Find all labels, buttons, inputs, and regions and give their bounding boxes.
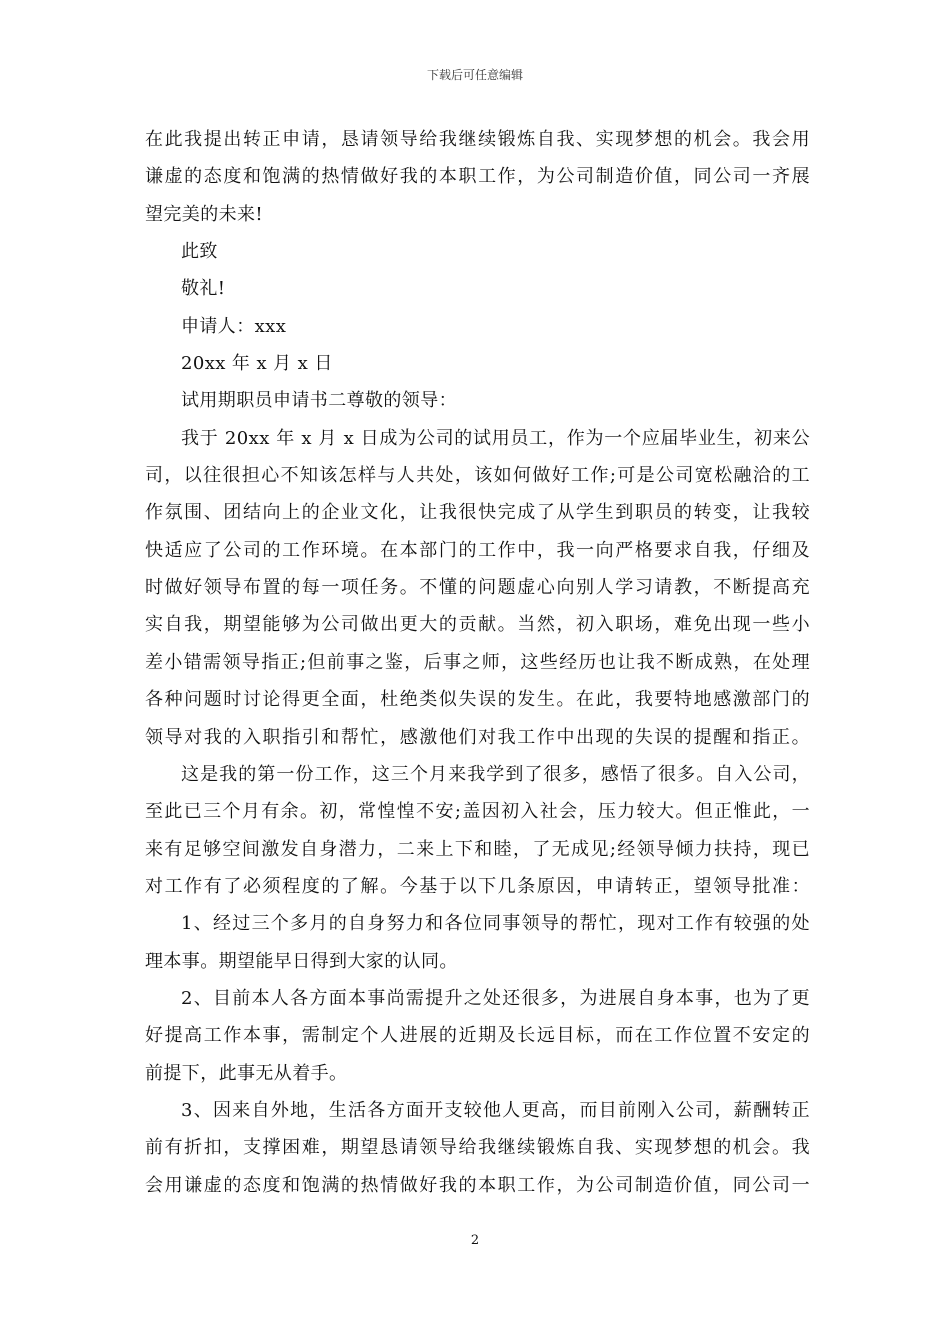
text-line: 对工作有了必须程度的了解。今基于以下几条原因，申请转正，望领导批准： bbox=[145, 875, 810, 897]
text-line: 至此已三个月有余。初，常惶惶不安;盖因初入社会，压力较大。但正惟此，一 bbox=[145, 801, 810, 823]
text-line: 谦虚的态度和饱满的热情做好我的本职工作，为公司制造价值，同公司一齐展 bbox=[145, 166, 810, 188]
text-line: 好提高工作本事，需制定个人进展的近期及长远目标，而在工作位置不安定的 bbox=[145, 1025, 810, 1047]
text-line: 各种问题时讨论得更全面，杜绝类似失误的发生。在此，我要特地感激部门的 bbox=[145, 689, 810, 711]
text-line: 2、目前本人各方面本事尚需提升之处还很多，为进展自身本事，也为了更 bbox=[181, 987, 810, 1009]
text-line: 望完美的未来! bbox=[145, 203, 264, 225]
text-line: 我于 20xx 年 x 月 x 日成为公司的试用员工，作为一个应届毕业生，初来公 bbox=[181, 427, 810, 449]
text-line: 领导对我的入职指引和帮忙，感激他们对我工作中出现的失误的提醒和指正。 bbox=[145, 726, 810, 748]
text-line: 这是我的第一份工作，这三个月来我学到了很多，感悟了很多。自入公司， bbox=[181, 763, 810, 785]
text-line: 时做好领导布置的每一项任务。不懂的问题虚心向别人学习请教，不断提高充 bbox=[145, 577, 810, 599]
text-line: 试用期职员申请书二尊敬的领导： bbox=[181, 390, 457, 412]
text-line: 实自我，期望能够为公司做出更大的贡献。当然，初入职场，难免出现一些小 bbox=[145, 614, 810, 636]
text-line: 作氛围、团结向上的企业文化，让我很快完成了从学生到职员的转变，让我较 bbox=[145, 502, 810, 524]
text-line: 敬礼! bbox=[181, 278, 226, 300]
text-line: 差小错需领导指正;但前事之鉴，后事之师，这些经历也让我不断成熟，在处理 bbox=[145, 651, 810, 673]
text-line: 前有折扣，支撑困难，期望恳请领导给我继续锻炼自我、实现梦想的机会。我 bbox=[145, 1137, 810, 1159]
text-line: 前提下，此事无从着手。 bbox=[145, 1062, 348, 1084]
text-line: 快适应了公司的工作环境。在本部门的工作中，我一向严格要求自我，仔细及 bbox=[145, 539, 810, 561]
text-line: 20xx 年 x 月 x 日 bbox=[181, 353, 333, 375]
text-line: 在此我提出转正申请，恳请领导给我继续锻炼自我、实现梦想的机会。我会用 bbox=[145, 129, 810, 150]
body-text bbox=[145, 121, 810, 1204]
text-line: 来有足够空间激发自身潜力，二来上下和睦，了无成见;经领导倾力扶持，现已 bbox=[145, 838, 810, 860]
page-number: 2 bbox=[470, 1233, 480, 1248]
text-line: 申请人：xxx bbox=[181, 315, 287, 337]
text-line: 会用谦虚的态度和饱满的热情做好我的本职工作，为公司制造价值，同公司一 bbox=[145, 1174, 810, 1196]
text-line: 1、经过三个多月的自身努力和各位同事领导的帮忙，现对工作有较强的处 bbox=[181, 913, 810, 935]
text-line: 此致 bbox=[181, 241, 218, 263]
text-line: 司，以往很担心不知该怎样与人共处，该如何做好工作;可是公司宽松融洽的工 bbox=[145, 465, 810, 487]
page-header: 下载后可任意编辑 bbox=[426, 68, 523, 82]
text-line: 3、因来自外地，生活各方面开支较他人更高，而目前刚入公司，薪酬转正 bbox=[181, 1099, 810, 1121]
text-line: 理本事。期望能早日得到大家的认同。 bbox=[145, 950, 458, 972]
